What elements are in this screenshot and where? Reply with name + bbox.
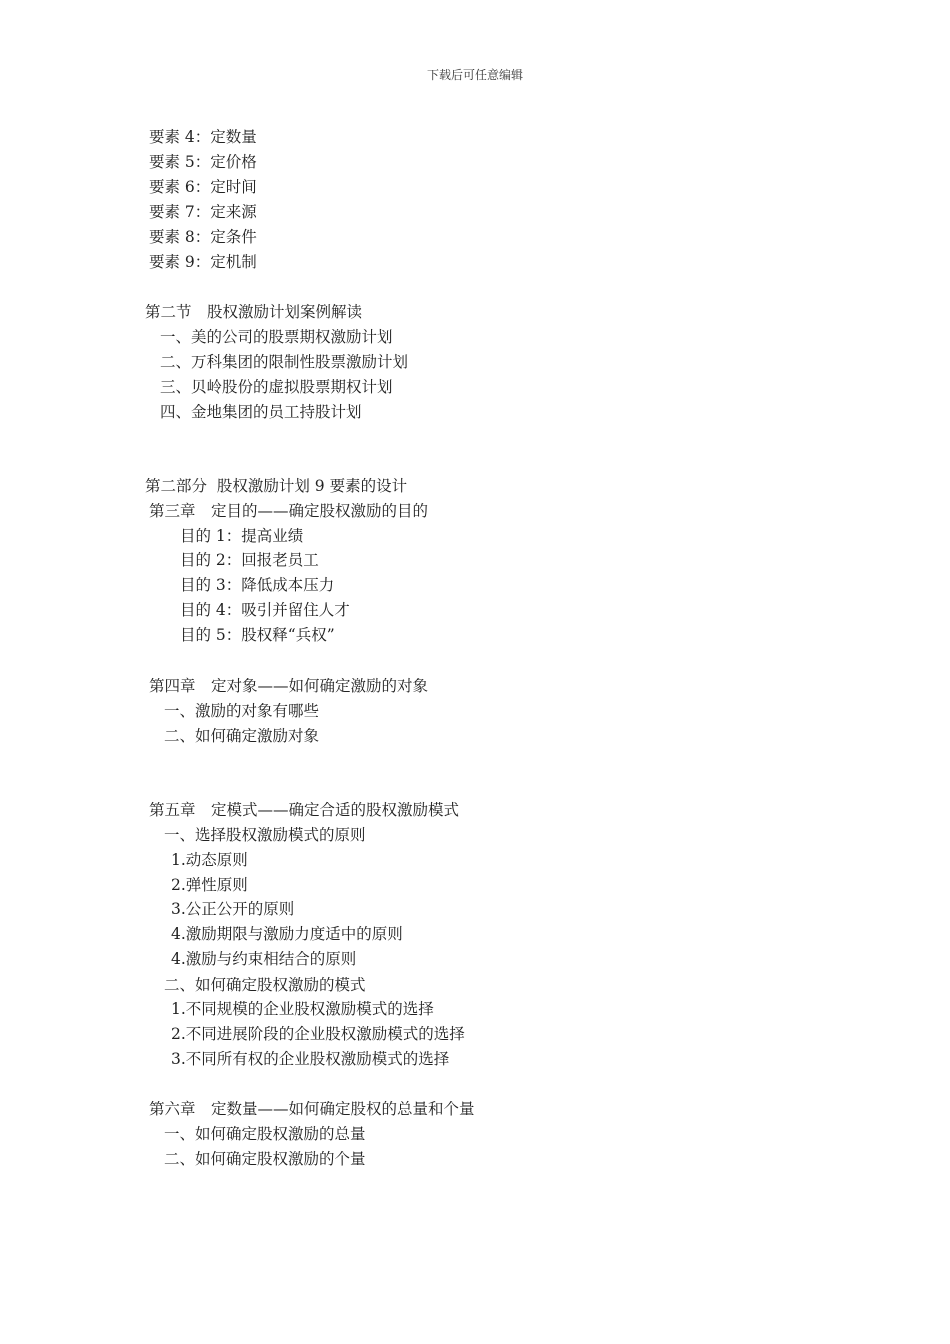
page-header: 下载后可任意编辑 xyxy=(426,68,523,82)
purpose-item: 目的 4：吸引并留住人才 xyxy=(180,601,350,619)
element-item-4: 要素 4：定数量 xyxy=(149,128,257,146)
case-item: 一、美的公司的股票期权激励计划 xyxy=(160,328,393,346)
chapter-title: 第四章 定对象——如何确定激励的对象 xyxy=(149,677,429,695)
principle-item: 1.动态原则 xyxy=(171,851,248,869)
element-item-8: 要素 8：定条件 xyxy=(149,228,257,246)
case-item: 三、贝岭股份的虚拟股票期权计划 xyxy=(160,378,393,396)
section-title: 第二节 股权激励计划案例解读 xyxy=(145,303,363,321)
case-item: 四、金地集团的员工持股计划 xyxy=(160,403,362,421)
purpose-item: 目的 3：降低成本压力 xyxy=(180,576,335,594)
element-item-5: 要素 5：定价格 xyxy=(149,153,257,171)
mode-item: 3.不同所有权的企业股权激励模式的选择 xyxy=(171,1050,450,1068)
case-item: 二、万科集团的限制性股票激励计划 xyxy=(160,353,409,371)
chapter-title: 第六章 定数量——如何确定股权的总量和个量 xyxy=(149,1100,475,1118)
list-item: 二、如何确定股权激励的个量 xyxy=(164,1150,366,1168)
mode-item: 2.不同进展阶段的企业股权激励模式的选择 xyxy=(171,1025,465,1043)
chapter-title: 第五章 定模式——确定合适的股权激励模式 xyxy=(149,801,460,819)
purpose-item: 目的 2：回报老员工 xyxy=(180,551,319,569)
purpose-item: 目的 1：提高业绩 xyxy=(180,527,304,545)
element-item-9: 要素 9：定机制 xyxy=(149,253,257,271)
principle-item: 2.弹性原则 xyxy=(171,876,248,894)
part-title: 第二部分 股权激励计划 9 要素的设计 xyxy=(145,477,408,495)
principle-item: 3.公正公开的原则 xyxy=(171,900,295,918)
subsection-title: 二、如何确定股权激励的模式 xyxy=(164,976,366,994)
list-item: 一、激励的对象有哪些 xyxy=(164,702,320,720)
list-item: 二、如何确定激励对象 xyxy=(164,727,320,745)
element-item-6: 要素 6：定时间 xyxy=(149,178,257,196)
purpose-item: 目的 5：股权释“兵权” xyxy=(180,626,335,644)
list-item: 一、如何确定股权激励的总量 xyxy=(164,1125,366,1143)
principle-item: 4.激励与约束相结合的原则 xyxy=(171,950,357,968)
principle-item: 4.激励期限与激励力度适中的原则 xyxy=(171,925,403,943)
element-item-7: 要素 7：定来源 xyxy=(149,203,257,221)
mode-item: 1.不同规模的企业股权激励模式的选择 xyxy=(171,1000,434,1018)
subsection-title: 一、选择股权激励模式的原则 xyxy=(164,826,366,844)
chapter-title: 第三章 定目的——确定股权激励的目的 xyxy=(149,502,429,520)
